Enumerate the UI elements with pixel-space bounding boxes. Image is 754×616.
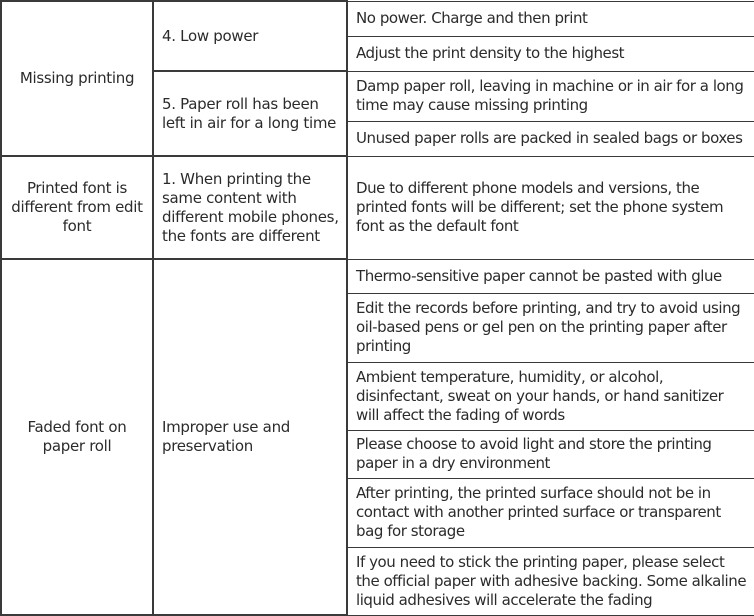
issue-cell: Missing printing: [1, 1, 153, 156]
cause-cell: 1. When printing the same content with different mobile phones, the fonts are different: [153, 156, 347, 259]
cause-cell: 4. Low power: [153, 1, 347, 71]
issue-cell: Printed font is different from edit font: [1, 156, 153, 259]
table-row: [1, 156, 754, 259]
solution-cell: Ambient temperature, humidity, or alcohol, disinfectant, sweat on your hands, or hand sanitizer will affect the fading of words: [347, 362, 754, 430]
table-row: [1, 1, 754, 36]
table-row: [1, 259, 754, 293]
solution-cell: Please choose to avoid light and store the printing paper in a dry environment: [347, 430, 754, 478]
solution-cell: After printing, the printed surface should not be in contact with another printed surface or transparent bag for storage: [347, 478, 754, 547]
solution-cell: If you need to stick the printing paper, please select the official paper with adhesive backing. Some alkaline liquid adhesives will accelerate the fading: [347, 547, 754, 615]
solution-cell: Edit the records before printing, and try to avoid using oil-based pens or gel pen on the printing paper after printing: [347, 293, 754, 362]
solution-cell: Damp paper roll, leaving in machine or in air for a long time may cause missing printing: [347, 71, 754, 121]
solution-cell: Adjust the print density to the highest: [347, 36, 754, 71]
solution-cell: Unused paper rolls are packed in sealed bags or boxes: [347, 121, 754, 156]
issue-cell: Faded font on paper roll: [1, 259, 153, 615]
solution-cell: Due to different phone models and versions, the printed fonts will be different; set the phone system font as the default font: [347, 156, 754, 259]
solution-cell: Thermo-sensitive paper cannot be pasted with glue: [347, 259, 754, 293]
cause-cell: Improper use and preservation: [153, 259, 347, 615]
cause-cell: 5. Paper roll has been left in air for a long time: [153, 71, 347, 156]
solution-cell: No power. Charge and then print: [347, 1, 754, 36]
